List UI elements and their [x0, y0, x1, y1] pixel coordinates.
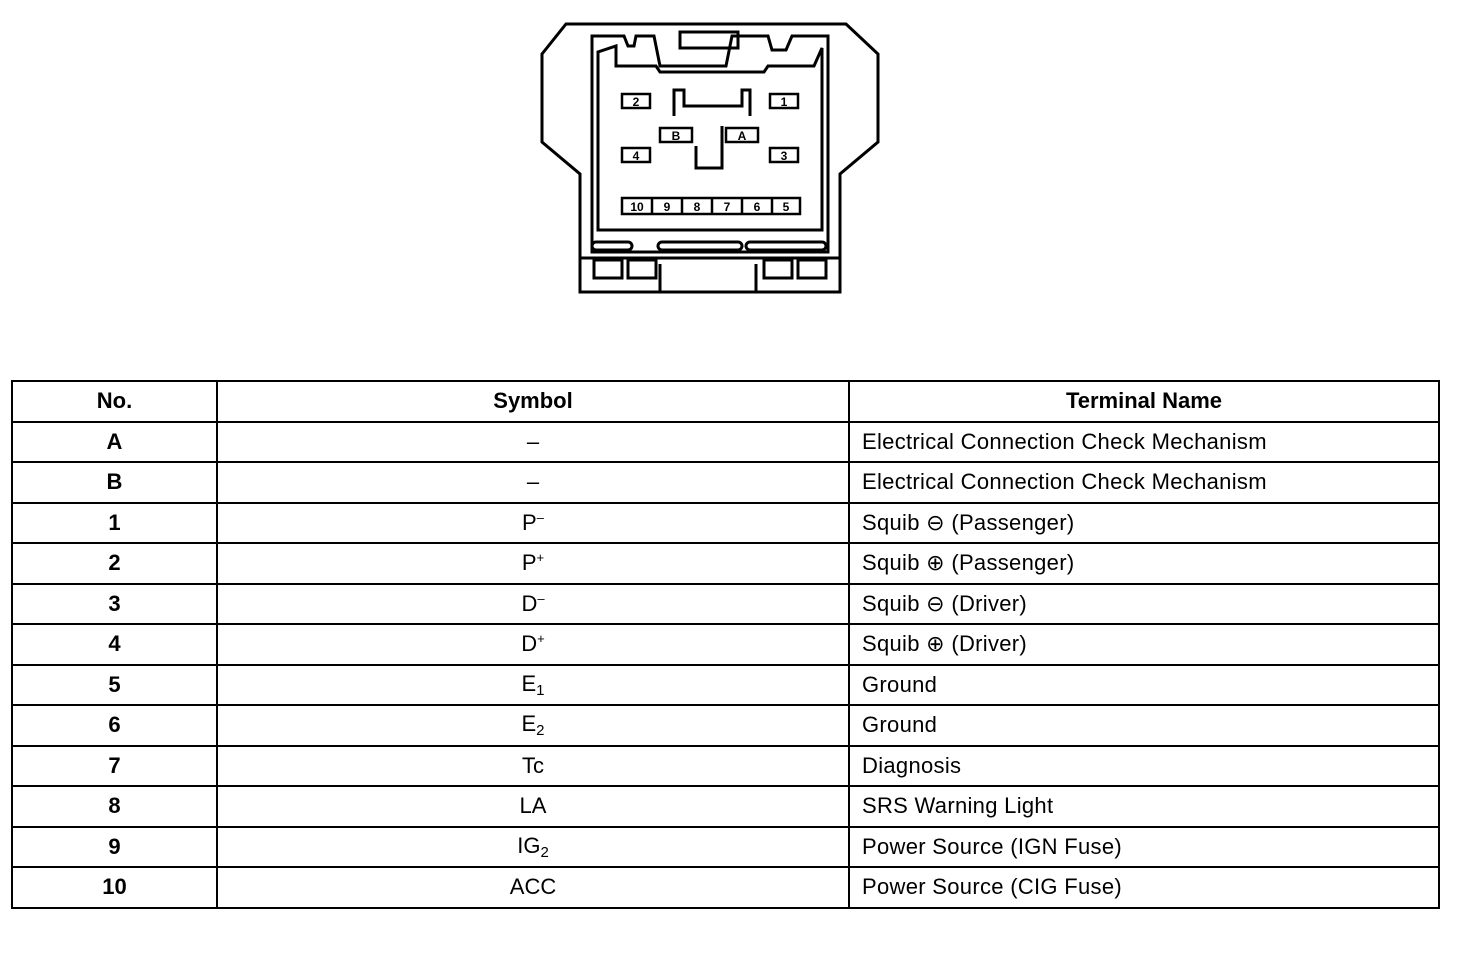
table-row [12, 422, 1439, 463]
symbol-base: – [526, 469, 540, 495]
symbol-base: ACC [509, 874, 557, 900]
symbol-superscript: – [537, 590, 545, 606]
table-header-row [12, 381, 1439, 422]
connector-diagram [536, 18, 886, 298]
terminal-number: A [12, 422, 217, 463]
terminal-symbol [217, 786, 849, 827]
connector-center-key [674, 90, 750, 116]
header-no: No. [12, 381, 217, 422]
terminal-name: Electrical Connection Check Mechanism [849, 462, 1439, 503]
terminal-symbol [217, 705, 849, 746]
terminal-number: 1 [12, 503, 217, 544]
symbol-base: E [521, 711, 537, 737]
terminal-name: Squib ⊖ (Passenger) [849, 503, 1439, 544]
symbol-base: LA [519, 793, 547, 819]
terminal-number: 4 [12, 624, 217, 665]
terminal-number: 7 [12, 746, 217, 787]
cavity-label-3: 3 [780, 149, 788, 163]
connector-bottom-tab [594, 260, 622, 278]
connector-center-post [696, 126, 722, 168]
terminal-symbol [217, 503, 849, 544]
connector-bottom-base [660, 264, 756, 292]
cavity-label-6: 6 [753, 200, 761, 214]
terminal-symbol [217, 746, 849, 787]
terminal-symbol [217, 543, 849, 584]
terminal-number: 6 [12, 705, 217, 746]
connector-bottom-rail-left [592, 242, 632, 250]
header-symbol: Symbol [217, 381, 849, 422]
terminal-number: 10 [12, 867, 217, 908]
terminal-table [11, 380, 1440, 909]
symbol-base: D [521, 631, 538, 657]
cavity-label-a: A [737, 129, 747, 143]
symbol-base: P [522, 509, 537, 535]
table-row [12, 786, 1439, 827]
header-terminal-name: Terminal Name [849, 381, 1439, 422]
cavity-label-9: 9 [663, 200, 671, 214]
table-row [12, 543, 1439, 584]
symbol-base: Tc [522, 752, 544, 778]
terminal-name: Squib ⊕ (Driver) [849, 624, 1439, 665]
symbol-subscript: 2 [536, 722, 545, 740]
terminal-symbol [217, 422, 849, 463]
terminal-name: Power Source (IGN Fuse) [849, 827, 1439, 868]
symbol-base: P [521, 550, 537, 576]
terminal-name: Squib ⊖ (Driver) [849, 584, 1439, 625]
table-row [12, 503, 1439, 544]
terminal-name: Ground [849, 705, 1439, 746]
cavity-label-2: 2 [632, 95, 640, 109]
symbol-superscript: – [536, 509, 544, 525]
symbol-base: E [521, 670, 537, 696]
cavity-label-10: 10 [630, 200, 644, 214]
terminal-name: Squib ⊕ (Passenger) [849, 543, 1439, 584]
symbol-base: D [521, 590, 538, 616]
symbol-base: IG [517, 832, 541, 858]
table-row [12, 746, 1439, 787]
connector-bottom-tab [764, 260, 792, 278]
connector-inner-housing [592, 36, 828, 252]
cavity-label-7: 7 [723, 200, 731, 214]
terminal-symbol [217, 624, 849, 665]
terminal-name: Diagnosis [849, 746, 1439, 787]
table-row [12, 462, 1439, 503]
terminal-number: 8 [12, 786, 217, 827]
terminal-number: 5 [12, 665, 217, 706]
cavity-label-1: 1 [780, 95, 788, 109]
terminal-name: Power Source (CIG Fuse) [849, 867, 1439, 908]
terminal-name: Ground [849, 665, 1439, 706]
table-row [12, 705, 1439, 746]
cavity-label-b: B [671, 129, 681, 143]
terminal-symbol [217, 584, 849, 625]
connector-bottom-rail-middle [658, 242, 742, 250]
terminal-number: 9 [12, 827, 217, 868]
table-row [12, 827, 1439, 868]
terminal-name: SRS Warning Light [849, 786, 1439, 827]
table-row [12, 624, 1439, 665]
terminal-symbol [217, 462, 849, 503]
cavity-label-4: 4 [632, 149, 640, 163]
terminal-symbol [217, 827, 849, 868]
cavity-label-8: 8 [693, 200, 701, 214]
connector-bottom-tab [798, 260, 826, 278]
connector-bottom-rail-right [746, 242, 826, 250]
table-row [12, 867, 1439, 908]
terminal-name: Electrical Connection Check Mechanism [849, 422, 1439, 463]
terminal-symbol [217, 665, 849, 706]
cavity-label-5: 5 [782, 200, 790, 214]
terminal-symbol [217, 867, 849, 908]
connector-bottom-tab [628, 260, 656, 278]
terminal-number: B [12, 462, 217, 503]
symbol-superscript: + [537, 631, 545, 647]
table-row [12, 584, 1439, 625]
terminal-number: 2 [12, 543, 217, 584]
symbol-base: – [526, 428, 540, 454]
table-row [12, 665, 1439, 706]
symbol-subscript: 1 [536, 681, 545, 699]
symbol-subscript: 2 [540, 843, 549, 861]
terminal-number: 3 [12, 584, 217, 625]
symbol-superscript: + [536, 550, 545, 566]
